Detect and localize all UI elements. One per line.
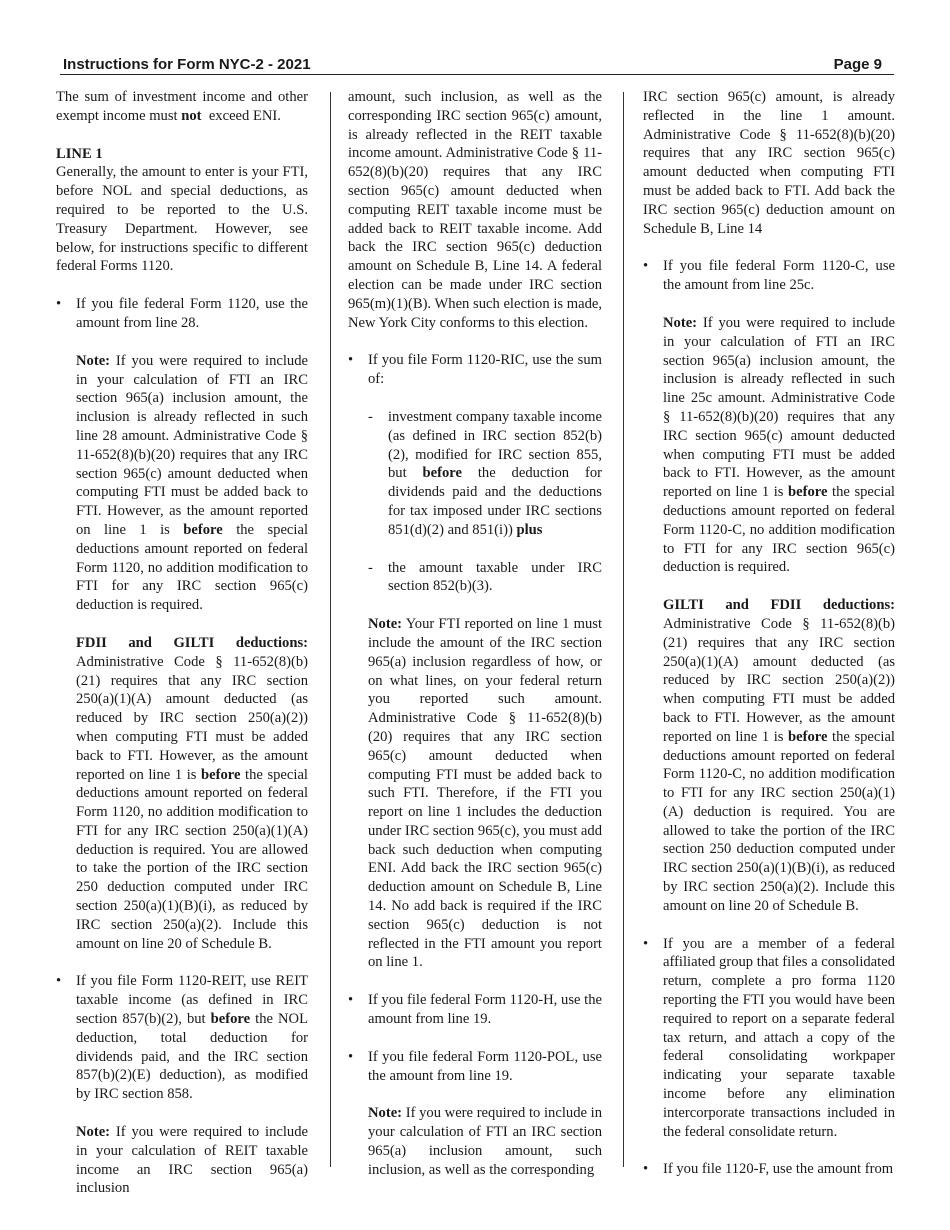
column-3 — [643, 88, 895, 1198]
bullet-icon: • — [643, 258, 649, 275]
bullet-icon: • — [643, 935, 649, 952]
note-paragraph: Note: Your FTI reported on line 1 must include the amount of the IRC section 965(a) inclusion regardless of how, or on what lines, on your federal return you reported such amount. Administrative Code § 11-652(8)(b)(20) requires that any IRC section 965(c) amount deducted when computing FTI must be added back to such FTI. Therefore, if the FTI you report on line 1 includes the deduction under IRC section 965(c), you must add back such deduction when computing ENI. Add back the IRC section 965(c) deduction amount on Schedule B, Line 14. No add back is required if the IRC section 965(c) deduction is not reflected in the FTI amount you report on line 1. — [368, 616, 603, 971]
dash-icon: - — [368, 408, 373, 425]
continued-paragraph: IRC section 965(c) amount, is already reflected in the line 1 amount. Administrative Code § 11-652(8)(b)(20) requires that any IRC section 965(c) amount deducted when computing FTI must be added back to FTI. Add back the IRC section 965(c) deduction amount on Schedule B, Line 14 — [643, 89, 895, 237]
note-paragraph: Note: If you were required to include in your calculation of FTI an IRC section 965(a) inclusion amount, such inclusion, as well as the corresponding — [368, 1105, 602, 1178]
page-number: Page 9 — [833, 56, 882, 73]
page-header — [60, 56, 894, 75]
dash-icon: - — [368, 559, 373, 576]
note-paragraph: Note: If you were required to include in your calculation of FTI an IRC section 965(a) inclusion amount, the inclusion is already reflected in such line 28 amount. Administrative Code § 11-652(8)(b)(20) requires that any IRC section 965(c) amount deducted when computing FTI must be added back to FTI. However, as the amount reported on line 1 is before the special deductions amount reported on federal Form 1120, no addition modification to FTI for any IRC section 965(c) deduction is required. — [76, 352, 308, 614]
sub-list-item: - investment company taxable income (as defined in IRC section 852(b)(2), modified for IRC section 855, but before the deduction for dividends paid and the deductions for tax imposed under IRC sections 851(d)(2) and 851(i)) plus — [368, 408, 602, 538]
document-title: Instructions for Form NYC-2 - 2021 — [63, 56, 311, 73]
sub-list-item: - the amount taxable under IRC section 852(b)(3). — [368, 559, 602, 595]
bullet-icon: • — [348, 1048, 354, 1065]
note-paragraph: Note: If you were required to include in your calculation of REIT taxable income an IRC section 965(a) inclusion — [76, 1124, 308, 1197]
note-paragraph: Note: If you were required to include in your calculation of FTI an IRC section 965(a) inclusion amount, the inclusion is already reflected in such line 25c amount. Administrative Code § 11-652(8)(b)(20) requires that any IRC section 965(c) amount deducted when computing FTI must be added back to FTI. However, as the amount reported on line 1 is before the special deductions amount reported on federal Form 1120-C, no addition modification to FTI for any IRC section 965(c) deduction is required. — [663, 314, 895, 576]
gilti-fdii-paragraph: GILTI and FDII deductions: Administrative Code § 11-652(8)(b)(21) requires that any IRC section 250(a)(1)(A) amount deducted (as reduced by IRC section 250(a)(2)) when computing FTI must be added back to FTI. However, as the amount reported on line 1 is before the special deductions amount reported on federal Form 1120-C, no addition modification to FTI for any IRC section 250(a)(1)(A) deduction is required. You are allowed to take the portion of the IRC section 250 deduction computed under IRC section 250(a)(1)(B)(i), as reduced by IRC section 250(a)(2). Include this amount on line 20 of Schedule B. — [663, 597, 895, 914]
intro-paragraph: The sum of investment income and other exempt income must not exceed ENI. — [56, 89, 308, 124]
line1-heading: LINE 1 — [56, 145, 103, 162]
list-item: • If you file federal Form 1120-POL, use the amount from line 19. Note: If you were required to include in your calculation of FTI an IRC section 965(a) inclusion amount, such inclusion, as well as the corresponding — [348, 1048, 602, 1178]
bullet-icon: • — [56, 296, 62, 313]
list-item: • If you file Form 1120-RIC, use the sum of: - investment company taxable income (as defined in IRC section 852(b)(2), modified for IRC section 855, but before the deduction for dividends paid and the deductions for tax imposed under IRC sections 851(d)(2) and 851(i)) plus - the amount taxable under IRC section 852(b)(3). Note: Your FTI reported on line 1 must include the amount of the IRC section 965(a) inclusion regardless of how, or on what lines, on your federal return you reported such amount. Administrative Code § 11-652(8)(b)(20) requires that any IRC section 965(c) amount deducted when computing FTI must be added back to such FTI. Therefore, if the FTI you report on line 1 includes the deduction under IRC section 965(c), you must add back such deduction when computing ENI. Add back the IRC section 965(c) deduction amount on Schedule B, Line 14. No add back is required if the IRC section 965(c) deduction is not reflected in the FTI amount you report on line 1. — [348, 352, 603, 971]
bullet-icon: • — [643, 1161, 649, 1178]
list-item: • If you file federal Form 1120, use the amount from line 28. Note: If you were required to include in your calculation of FTI an IRC section 965(a) inclusion amount, the inclusion is already reflected in such line 28 amount. Administrative Code § 11-652(8)(b)(20) requires that any IRC section 965(c) amount deducted when computing FTI must be added back to FTI. However, as the amount reported on line 1 is before the special deductions amount reported on federal Form 1120, no addition modification to FTI for any IRC section 965(c) deduction is required. FDII and GILTI deductions: Administrative Code § 11-652(8)(b)(21) requires that any IRC section 250(a)(1)(A) amount deducted (as reduced by IRC section 250(a)(2)) when computing FTI must be added back to FTI. However, as the amount reported on line 1 is before the special deductions amount reported on federal Form 1120, no addition modification to FTI for any IRC section 250(a)(1)(A) deduction is required. You are allowed to take the portion of the IRC section 250 deduction computed under IRC section 250(a)(1)(B)(i), as reduced by IRC section 250(a)(2). Include this amount on line 20 of Schedule B. — [56, 296, 308, 952]
bullet-icon: • — [348, 352, 354, 369]
column-2 — [348, 88, 602, 1199]
bullet-icon: • — [348, 992, 354, 1009]
fdii-gilti-paragraph: FDII and GILTI deductions: Administrative Code § 11-652(8)(b)(21) requires that any IRC section 250(a)(1)(A) amount deducted (as reduced by IRC section 250(a)(2)) when computing FTI must be added back to FTI. However, as the amount reported on line 1 is before the special deductions amount reported on federal Form 1120, no addition modification to FTI for any IRC section 250(a)(1)(A) deduction is required. You are allowed to take the portion of the IRC section 250 deduction computed under IRC section 250(a)(1)(B)(i), as reduced by IRC section 250(a)(2). Include this amount on line 20 of Schedule B. — [76, 634, 308, 952]
bullet-icon: • — [56, 973, 62, 990]
list-item: • If you are a member of a federal affiliated group that files a consolidated return, complete a pro forma 1120 reporting the FTI you would have been required to report on a separate federal tax return, and attach a copy of the federal consolidating workpaper indicating your separate taxable income before any elimination intercorporate transactions included in the federal consolidate return. — [643, 935, 895, 1140]
column-divider-2 — [623, 92, 624, 1167]
list-item: • If you file 1120-F, use the amount from — [643, 1161, 894, 1178]
list-item: • If you file federal Form 1120-H, use the amount from line 19. — [348, 992, 602, 1028]
list-item: • If you file Form 1120-REIT, use REIT taxable income (as defined in IRC section 857(b)(2), but before the NOL deduction, total deduction for dividends paid, and the IRC section 857(b)(2)(E) deduction), as modified by IRC section 858. Note: If you were required to include in your calculation of REIT taxable income an IRC section 965(a) inclusion — [56, 973, 308, 1197]
column-divider-1 — [330, 92, 331, 1167]
line1-paragraph: Generally, the amount to enter is your FTI, before NOL and special deductions, as required to be reported to the U.S. Treasury Department. However, see below, for instructions specific to different federal Forms 1120. — [56, 164, 308, 275]
column-1 — [56, 88, 308, 1217]
list-item: • If you file federal Form 1120-C, use the amount from line 25c. Note: If you were required to include in your calculation of FTI an IRC section 965(a) inclusion amount, the inclusion is already reflected in such line 25c amount. Administrative Code § 11-652(8)(b)(20) requires that any IRC section 965(c) amount deducted when computing FTI must be added back to FTI. However, as the amount reported on line 1 is before the special deductions amount reported on federal Form 1120-C, no addition modification to FTI for any IRC section 965(c) deduction is required. GILTI and FDII deductions: Administrative Code § 11-652(8)(b)(21) requires that any IRC section 250(a)(1)(A) amount deducted (as reduced by IRC section 250(a)(2)) when computing FTI must be added back to FTI. However, as the amount reported on line 1 is before the special deductions amount reported on federal Form 1120-C, no addition modification to FTI for any IRC section 250(a)(1)(A) deduction is required. You are allowed to take the portion of the IRC section 250 deduction computed under IRC section 250(a)(1)(B)(i), as reduced by IRC section 250(a)(2). Include this amount on line 20 of Schedule B. — [643, 258, 895, 914]
continued-paragraph: amount, such inclusion, as well as the corresponding IRC section 965(c) amount, is already reflected in the REIT taxable income amount. Administrative Code § 11-652(8)(b)(20) requires that any IRC section 965(c) amount deducted when computing REIT taxable income must be added back to REIT taxable income. Add back the IRC section 965(c) deduction amount on Schedule B, Line 14. A federal election can be made under IRC section 965(m)(1)(B). When such election is made, New York City conforms to this election. — [348, 89, 602, 331]
